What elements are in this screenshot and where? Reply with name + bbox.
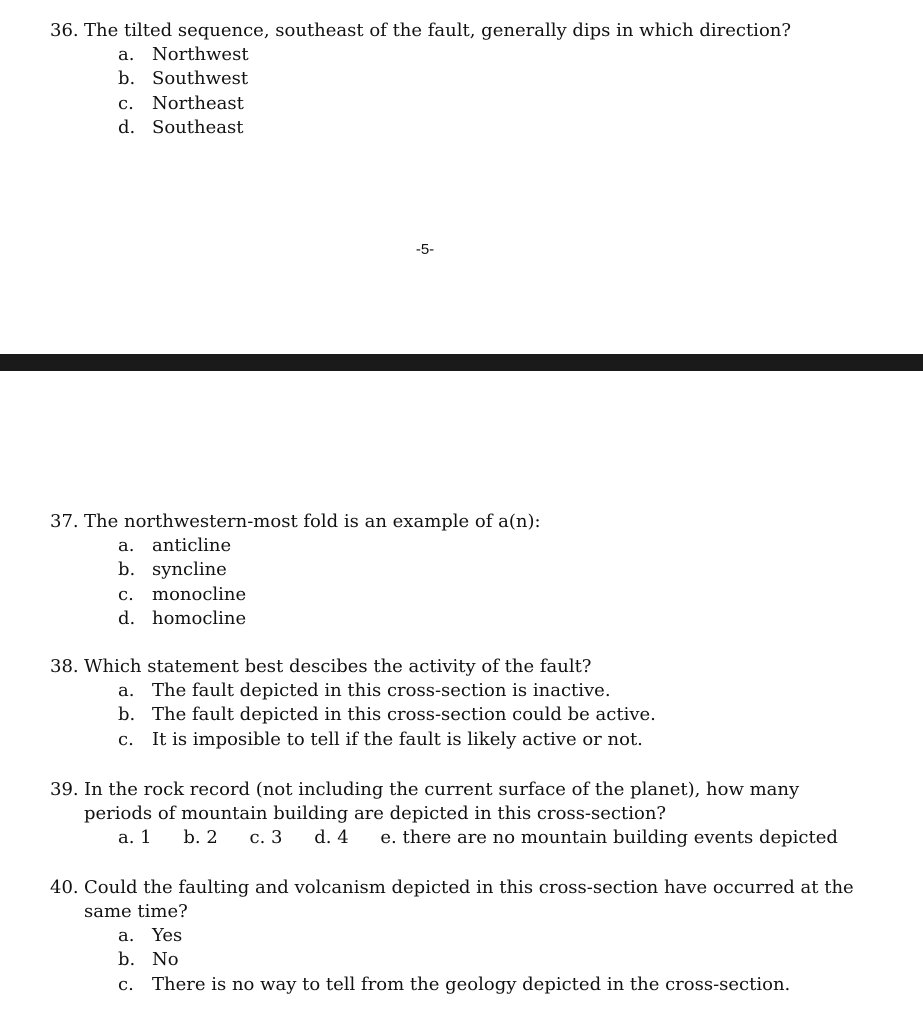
question-text: The northwestern-most fold is an example of a(n): <box>84 511 541 532</box>
answer-option-a: a. The fault depicted in this cross-section is inactive. <box>118 680 611 701</box>
question-40 <box>50 876 900 997</box>
answer-options-inline <box>50 826 900 850</box>
question-stem <box>50 655 900 679</box>
question-36 <box>50 19 900 140</box>
answer-option-c: c. Northeast <box>118 92 244 114</box>
answer-option-b: b. 2 <box>183 827 218 848</box>
question-text: Which statement best descibes the activity of the fault? <box>84 656 592 677</box>
answer-option-d: d. Southeast <box>118 116 244 138</box>
answer-option-d: d. 4 <box>314 827 349 848</box>
question-text: The tilted sequence, southeast of the fault, generally dips in which direction? <box>84 20 792 41</box>
question-text-line2: periods of mountain building are depicted in this cross-section? <box>84 803 667 824</box>
question-stem <box>50 510 900 534</box>
answer-option-d: d. homocline <box>118 607 247 629</box>
answer-option-a: a. Yes <box>118 925 183 946</box>
answer-option-b: b. syncline <box>118 559 227 581</box>
answer-option-a: a. Northwest <box>118 44 249 65</box>
answer-option-b: b. Southwest <box>118 68 249 90</box>
question-text-line1: Could the faulting and volcanism depicted in this cross-section have occurred at the <box>84 877 854 898</box>
page-divider <box>0 354 923 371</box>
question-39 <box>50 778 900 850</box>
question-number: 36. <box>50 20 79 41</box>
page-number: -5- <box>415 241 435 258</box>
question-38 <box>50 655 900 752</box>
answer-option-e: e. there are no mountain building events depicted <box>380 827 838 848</box>
question-stem <box>50 19 900 43</box>
answer-option-c: c. There is no way to tell from the geology depicted in the cross-section. <box>118 973 791 995</box>
question-37 <box>50 510 900 631</box>
answer-option-c: c. 3 <box>249 827 283 848</box>
answer-option-a: a. 1 <box>118 827 152 848</box>
answer-option-c: c. monocline <box>118 583 247 605</box>
answer-option-b: b. No <box>118 949 179 971</box>
answer-option-a: a. anticline <box>118 535 232 556</box>
question-number: 37. <box>50 511 79 532</box>
question-number: 38. <box>50 656 79 677</box>
question-text-line1: In the rock record (not including the current surface of the planet), how many <box>84 779 800 800</box>
answer-option-c: c. It is imposible to tell if the fault is likely active or not. <box>118 728 643 750</box>
question-number: 40. <box>50 877 79 898</box>
question-number: 39. <box>50 779 79 800</box>
question-stem <box>50 778 900 826</box>
question-text-line2: same time? <box>84 901 188 922</box>
answer-option-b: b. The fault depicted in this cross-section could be active. <box>118 704 656 726</box>
question-stem <box>50 876 900 924</box>
